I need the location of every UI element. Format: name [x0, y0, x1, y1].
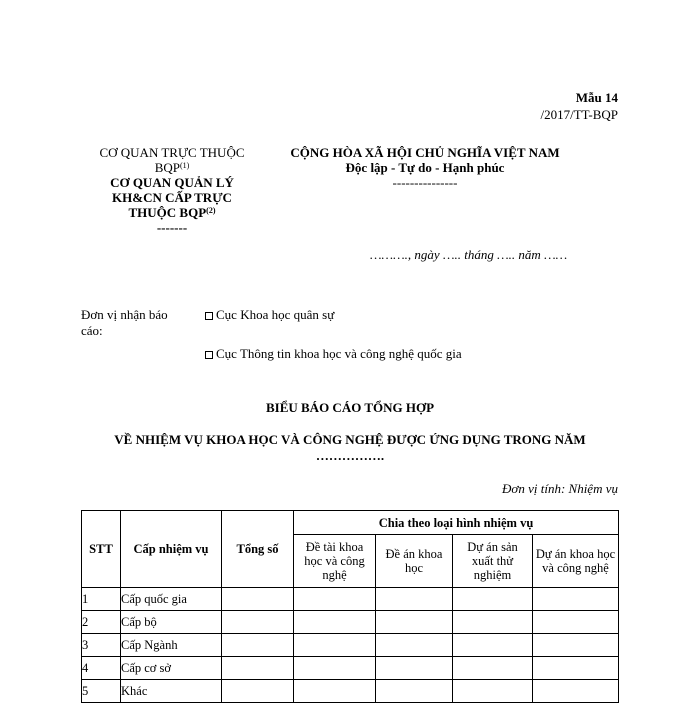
report-year-blank: …………….	[315, 448, 385, 463]
row-cell	[294, 657, 376, 680]
row-cell	[376, 588, 453, 611]
row-cell	[294, 634, 376, 657]
row-cell	[533, 680, 619, 703]
header-sub-3: Dự án sản xuất thử nghiệm	[453, 535, 533, 588]
report-title: BIỂU BÁO CÁO TỔNG HỢP	[265, 400, 435, 415]
report-table	[81, 510, 619, 703]
row-total	[222, 588, 294, 611]
row-cell	[453, 634, 533, 657]
manager-agency-line1: CƠ QUAN QUẢN LÝ	[110, 175, 234, 190]
national-header	[270, 145, 580, 190]
row-level: Khác	[121, 680, 222, 703]
header-stt: STT	[82, 511, 121, 588]
recipient-label	[81, 307, 201, 338]
motto-rule: ---------------	[392, 175, 458, 190]
row-cell	[294, 588, 376, 611]
recipient-option-2[interactable]: Cục Thông tin khoa học và công nghệ quốc gia	[205, 346, 525, 361]
country-name: CỘNG HÒA XÃ HỘI CHỦ NGHĨA VIỆT NAM	[290, 145, 560, 160]
row-cell	[294, 611, 376, 634]
row-cell	[376, 634, 453, 657]
row-cell	[453, 588, 533, 611]
header-sub-2: Đề án khoa học	[376, 535, 453, 588]
row-level: Cấp quốc gia	[121, 588, 222, 611]
unit-note: Đơn vị tính: Nhiệm vụ	[502, 481, 618, 496]
recipient-option-1[interactable]: Cục Khoa học quân sự	[205, 307, 505, 322]
table-row	[82, 657, 619, 680]
table-row	[82, 611, 619, 634]
table-row	[82, 588, 619, 611]
parent-agency: CƠ QUAN TRỰC THUỘC BQP$^{(1)}$	[99, 145, 245, 175]
row-cell	[533, 588, 619, 611]
row-cell	[533, 657, 619, 680]
row-stt: 2	[82, 611, 121, 634]
row-cell	[453, 611, 533, 634]
agency-block	[92, 145, 252, 235]
header-level: Cấp nhiệm vụ	[121, 511, 222, 588]
row-cell	[533, 634, 619, 657]
checkbox-icon[interactable]	[205, 312, 213, 320]
row-stt: 1	[82, 588, 121, 611]
row-stt: 4	[82, 657, 121, 680]
row-cell	[376, 680, 453, 703]
row-total	[222, 680, 294, 703]
agency-rule: -------	[156, 220, 188, 235]
recipient-label-line1: Đơn vị nhận báo	[81, 307, 168, 322]
report-subtitle: VỀ NHIỆM VỤ KHOA HỌC VÀ CÔNG NGHỆ ĐƯỢC ỨNG DỤNG TRONG NĂM	[114, 432, 586, 447]
header-total: Tổng số	[222, 511, 294, 588]
row-cell	[453, 657, 533, 680]
form-code: Mẫu 14	[575, 90, 618, 105]
row-cell	[453, 680, 533, 703]
row-level: Cấp cơ sở	[121, 657, 222, 680]
recipient-label-line2: cáo:	[81, 323, 103, 338]
row-total	[222, 611, 294, 634]
checkbox-icon[interactable]	[205, 351, 213, 359]
table-row	[82, 680, 619, 703]
row-stt: 5	[82, 680, 121, 703]
national-motto: Độc lập - Tự do - Hạnh phúc	[345, 160, 505, 175]
row-level: Cấp Ngành	[121, 634, 222, 657]
row-level: Cấp bộ	[121, 611, 222, 634]
row-total	[222, 657, 294, 680]
date-line: ………., ngày ….. tháng ….. năm ……	[370, 247, 568, 262]
header-group: Chia theo loại hình nhiệm vụ	[294, 511, 619, 535]
row-cell	[376, 611, 453, 634]
header-sub-4: Dự án khoa học và công nghệ	[533, 535, 619, 588]
row-total	[222, 634, 294, 657]
row-cell	[294, 680, 376, 703]
row-stt: 3	[82, 634, 121, 657]
header-sub-1: Đề tài khoa học và công nghệ	[294, 535, 376, 588]
circular-number: /2017/TT-BQP	[540, 107, 618, 122]
table-row	[82, 634, 619, 657]
manager-agency-line2: KH&CN CẤP TRỰC	[112, 190, 232, 205]
manager-agency-line3: THUỘC BQP$^{(2)}$	[128, 205, 216, 220]
row-cell	[376, 657, 453, 680]
row-cell	[533, 611, 619, 634]
